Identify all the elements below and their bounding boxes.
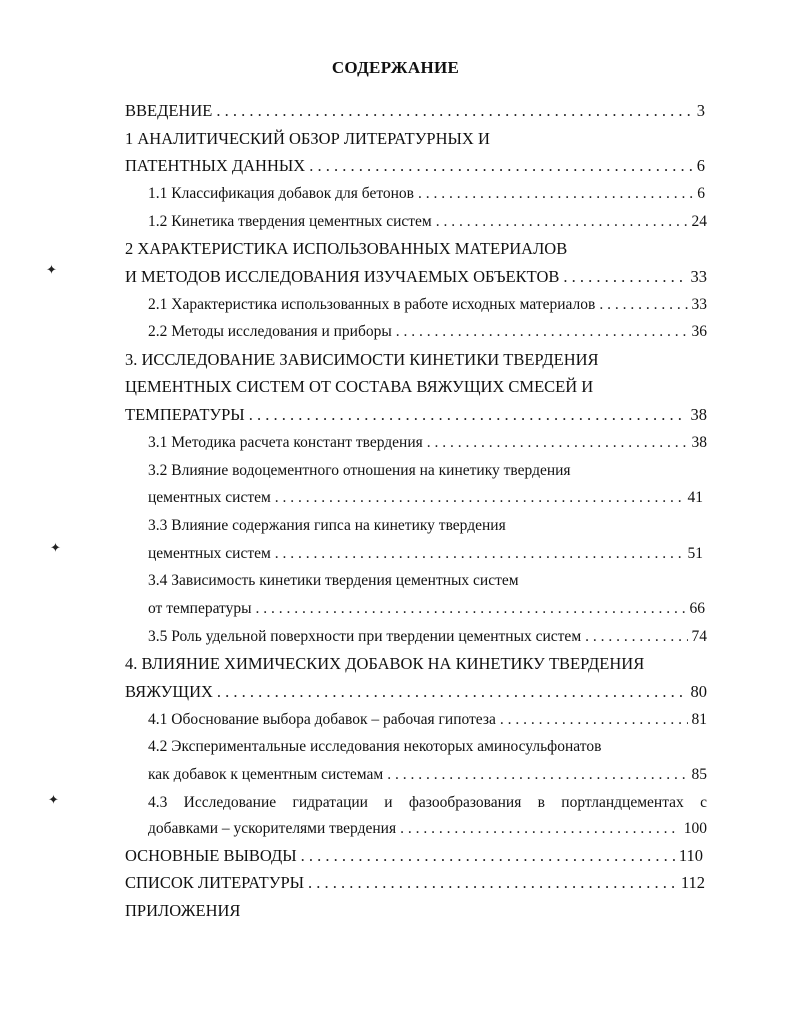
leader-dots	[275, 543, 684, 565]
toc-page-number: 85	[691, 766, 707, 783]
toc-entry-ch3[interactable]	[125, 404, 707, 426]
toc-entry-conclusions[interactable]	[125, 845, 703, 867]
leader-dots	[301, 845, 675, 867]
toc-entry-s3-3[interactable]	[148, 543, 703, 565]
toc-entry-s4-3-line1: 4.3 Исследование гидратации и фазообразования в портландцементах с	[148, 794, 707, 811]
toc-entry-ch4[interactable]	[125, 681, 707, 703]
toc-entry-ch3-line1: 3. ИССЛЕДОВАНИЕ ЗАВИСИМОСТИ КИНЕТИКИ ТВЕРДЕНИЯ	[125, 350, 599, 369]
toc-entry-s1-1[interactable]	[148, 183, 705, 205]
leader-dots	[217, 681, 687, 703]
toc-entry-intro[interactable]	[125, 100, 705, 122]
toc-entry-label: 4.1 Обоснование выбора добавок – рабочая гипотеза	[148, 711, 496, 728]
toc-entry-s4-2[interactable]	[148, 764, 707, 786]
toc-entry-s2-2[interactable]	[148, 321, 707, 343]
toc-entry-label: ПАТЕНТНЫХ ДАННЫХ	[125, 156, 306, 175]
toc-entry-label: И МЕТОДОВ ИССЛЕДОВАНИЯ ИЗУЧАЕМЫХ ОБЪЕКТОВ	[125, 267, 560, 286]
toc-entry-s2-1[interactable]	[148, 294, 707, 316]
leader-dots	[275, 487, 684, 509]
scan-speck: ✦	[48, 792, 59, 807]
toc-entry-appendices[interactable]: ПРИЛОЖЕНИЯ	[125, 901, 241, 920]
toc-entry-references[interactable]	[125, 872, 705, 894]
toc-entry-s4-2-line1: 4.2 Экспериментальные исследования некоторых аминосульфонатов	[148, 738, 602, 755]
leader-dots	[396, 321, 688, 343]
toc-entry-ch2[interactable]	[125, 266, 707, 288]
toc-entry-s3-1[interactable]	[148, 432, 707, 454]
scan-speck: ✦	[46, 262, 57, 277]
leader-dots	[249, 404, 687, 426]
toc-entry-ch2-line1: 2 ХАРАКТЕРИСТИКА ИСПОЛЬЗОВАННЫХ МАТЕРИАЛОВ	[125, 239, 568, 258]
toc-entry-s3-3-line1: 3.3 Влияние содержания гипса на кинетику твердения	[148, 517, 506, 534]
toc-page-number: 66	[689, 600, 705, 617]
toc-page-number: 41	[687, 489, 703, 506]
toc-entry-ch1[interactable]	[125, 155, 705, 177]
toc-entry-label: СПИСОК ЛИТЕРАТУРЫ	[125, 873, 305, 892]
toc-entry-s3-2[interactable]	[148, 487, 703, 509]
toc-entry-label: цементных систем	[148, 545, 271, 562]
toc-entry-label: 1.2 Кинетика твердения цементных систем	[148, 213, 432, 230]
toc-entry-label: от температуры	[148, 600, 252, 617]
toc-entry-s3-2-line1: 3.2 Влияние водоцементного отношения на кинетику твердения	[148, 462, 571, 479]
leader-dots	[563, 266, 686, 288]
toc-entry-s3-4-line1: 3.4 Зависимость кинетики твердения цементных систем	[148, 572, 519, 589]
toc-entry-s4-1[interactable]	[148, 709, 707, 731]
toc-entry-label: 2.1 Характеристика использованных в работе исходных материалов	[148, 296, 596, 313]
leader-dots	[500, 709, 688, 731]
toc-page-number: 38	[690, 405, 707, 424]
toc-page-number: 6	[697, 185, 705, 202]
toc-entry-ch1-line1: 1 АНАЛИТИЧЕСКИЙ ОБЗОР ЛИТЕРАТУРНЫХ И	[125, 129, 490, 148]
toc-page-number: 80	[690, 682, 707, 701]
leader-dots	[427, 432, 688, 454]
toc-entry-s3-4[interactable]	[148, 598, 705, 620]
toc-page-number: 112	[680, 873, 705, 892]
toc-page-number: 3	[696, 101, 705, 120]
toc-page-number: 33	[690, 267, 707, 286]
toc-entry-label: 1.1 Классификация добавок для бетонов	[148, 185, 415, 202]
scan-speck: ✦	[50, 540, 61, 555]
toc-entry-label: ОСНОВНЫЕ ВЫВОДЫ	[125, 846, 297, 865]
leader-dots	[216, 100, 692, 122]
toc-page-number: 51	[687, 545, 703, 562]
page-title: СОДЕРЖАНИЕ	[331, 58, 460, 77]
toc-entry-ch4-line1: 4. ВЛИЯНИЕ ХИМИЧЕСКИХ ДОБАВОК НА КИНЕТИКУ ТВЕРДЕНИЯ	[125, 654, 645, 673]
leader-dots	[256, 598, 686, 620]
toc-entry-label: ВЯЖУЩИХ	[125, 682, 213, 701]
toc-entry-label: как добавок к цементным системам	[148, 766, 384, 783]
leader-dots	[309, 155, 693, 177]
leader-dots	[436, 211, 688, 233]
toc-entry-ch3-line2: ЦЕМЕНТНЫХ СИСТЕМ ОТ СОСТАВА ВЯЖУЩИХ СМЕСЕЙ И	[125, 377, 594, 396]
toc-page-number: 33	[691, 296, 707, 313]
toc-entry-label: 3.5 Роль удельной поверхности при твердении цементных систем	[148, 628, 582, 645]
toc-page-number: 74	[691, 628, 707, 645]
toc-entry-label: ВВЕДЕНИЕ	[125, 101, 213, 120]
toc-entry-s3-5[interactable]	[148, 626, 707, 648]
toc-page-number: 38	[691, 434, 707, 451]
leader-dots	[599, 294, 687, 316]
toc-entry-label: добавками – ускорителями твердения	[148, 820, 397, 837]
toc-page-number: 6	[696, 156, 705, 175]
leader-dots	[585, 626, 687, 648]
toc-page-number: 81	[691, 711, 707, 728]
toc-entry-s1-2[interactable]	[148, 211, 707, 233]
toc-page-number: 110	[678, 846, 703, 865]
toc-entry-label: 2.2 Методы исследования и приборы	[148, 323, 392, 340]
toc-entry-label: 3.1 Методика расчета констант твердения	[148, 434, 423, 451]
toc-entry-label: ТЕМПЕРАТУРЫ	[125, 405, 245, 424]
leader-dots	[387, 764, 687, 786]
toc-entry-label: цементных систем	[148, 489, 271, 506]
toc-page-number: 100	[683, 820, 707, 837]
leader-dots	[418, 183, 693, 205]
toc-page-number: 24	[691, 213, 707, 230]
leader-dots	[308, 872, 677, 894]
toc-entry-s4-3[interactable]	[148, 818, 707, 840]
leader-dots	[400, 818, 680, 840]
toc-page-number: 36	[691, 323, 707, 340]
